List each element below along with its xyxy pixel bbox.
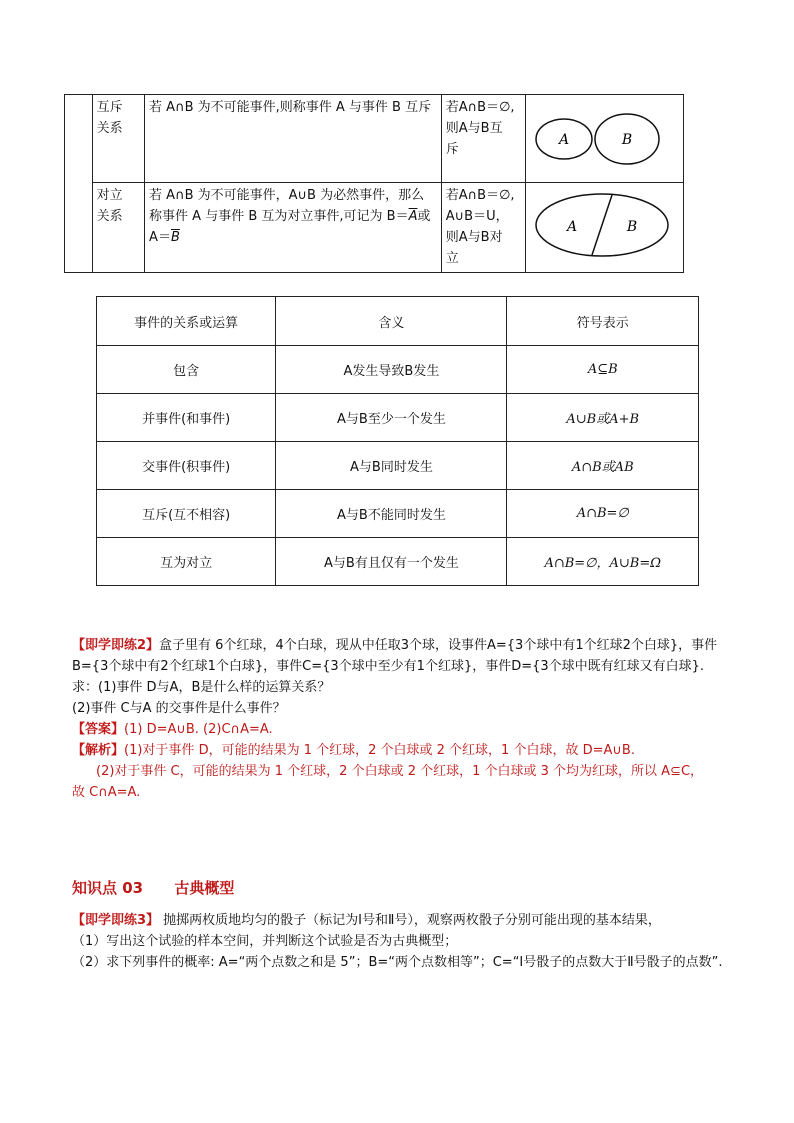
blank-cell [65,95,93,273]
table-row [97,346,699,394]
exercise-body: 盒子里有 6个红球，4个白球，现从中任取3个球，设事件A={3个球中有1个红球2个白球}，事件B={3个球中有2个红球1个白球}，事件C={3个球中至少有1个红球}，事件D={3个球中既有红球又有白球}. [72,638,718,674]
venn-diagram-complement [526,183,683,265]
question-2: (2)事件 C与A 的交事件是什么事件？ [72,701,286,716]
answer-text: (1) D=A∪B. (2)C∩A=A. [124,722,273,737]
op-name: 互为对立 [97,538,276,586]
analysis [72,740,724,761]
relation-symbol: 若A∩B＝∅, A∪B＝U， 则A与B对 立 [441,183,525,273]
relation-symbol: 若A∩B＝∅, 则A与B互 斥 [441,95,525,183]
question-1: 求：(1)事件 D与A，B是什么样的运算关系？ [72,680,331,695]
venn-diagram-disjoint [526,95,683,175]
exercise-tag: 【即学即练3】 [72,913,160,928]
op-meaning: A与B不能同时发生 [276,490,507,538]
venn-cell [525,183,683,273]
exercise-tag: 【即学即练2】 [72,638,160,653]
analysis-tag: 【解析】 [72,743,125,758]
exercise-3-text [72,910,724,931]
relation-table [64,94,684,273]
set-b-label: B [626,219,638,235]
analysis-line-1: (1)对于事件 D，可能的结果为 1 个红球，2 个白球或 2 个红球，1 个白球，故 D=A∪B. [124,743,635,758]
op-name: 互斥(互不相容) [97,490,276,538]
answer [72,719,724,740]
table-row [65,183,684,273]
meaning-mid: 或 A＝ [149,209,431,245]
op-symbol: A∩B=∅，A∪B=Ω [507,538,699,586]
table-row [65,95,684,183]
table-row [97,442,699,490]
table-header-row [97,297,699,346]
a-bar: $\overline{A}$ [408,209,418,224]
relation-meaning: 若 A∩B 为不可能事件,则称事件 A 与事件 B 互斥 [145,95,442,183]
op-name: 并事件(和事件) [97,394,276,442]
header-cell: 符号表示 [507,297,699,346]
op-meaning: A与B至少一个发生 [276,394,507,442]
relation-name: 互斥 关系 [92,95,144,183]
relation-name: 对立 关系 [92,183,144,273]
venn-cell [525,95,683,183]
header-cell: 事件的关系或运算 [97,297,276,346]
op-name: 交事件(积事件) [97,442,276,490]
exercise-2-text [72,635,724,677]
set-a-label: A [558,132,570,148]
operation-table [96,296,699,586]
set-b-label: B [621,132,633,148]
relation-meaning [145,183,442,273]
analysis-line-2: (2)对于事件 C，可能的结果为 1 个红球，2 个白球或 2 个红球，1 个白球或 3 个均为红球，所以 A⊆C， [96,764,704,779]
divider-line [592,195,612,255]
b-bar: $\overline{B}$ [170,230,180,245]
op-meaning: A与B同时发生 [276,442,507,490]
op-meaning: A与B有且仅有一个发生 [276,538,507,586]
exercise-3 [72,910,724,973]
op-symbol: A∪B或A+B [507,394,699,442]
table-row [97,490,699,538]
table-row [97,538,699,586]
table-row [97,394,699,442]
meaning-text: 若 A∩B 为不可能事件，A∪B 为必然事件，那么称事件 A 与事件 B 互为对立事件,可记为 B＝ [149,188,425,224]
header-cell: 含义 [276,297,507,346]
exercise-2 [72,635,724,803]
op-symbol: A∩B或AB [507,442,699,490]
set-a-label: A [566,219,578,235]
op-symbol: A∩B=∅ [507,490,699,538]
analysis-line-3: 故 C∩A=A. [72,785,141,800]
exercise-body: 抛掷两枚质地均匀的骰子（标记为Ⅰ号和Ⅱ号），观察两枚骰子分别可能出现的基本结果， [159,913,661,928]
op-symbol: A⊆B [507,346,699,394]
question-2: （2）求下列事件的概率: A=“两个点数之和是 5”；B=“两个点数相等”；C=“Ⅰ号骰子的点数大于Ⅱ号骰子的点数”. [72,955,723,970]
question-1: （1）写出这个试验的样本空间，并判断这个试验是否为古典概型； [72,934,458,949]
answer-tag: 【答案】 [72,722,125,737]
op-name: 包含 [97,346,276,394]
op-meaning: A发生导致B发生 [276,346,507,394]
section-heading: 知识点 03 古典概型 [72,879,235,897]
